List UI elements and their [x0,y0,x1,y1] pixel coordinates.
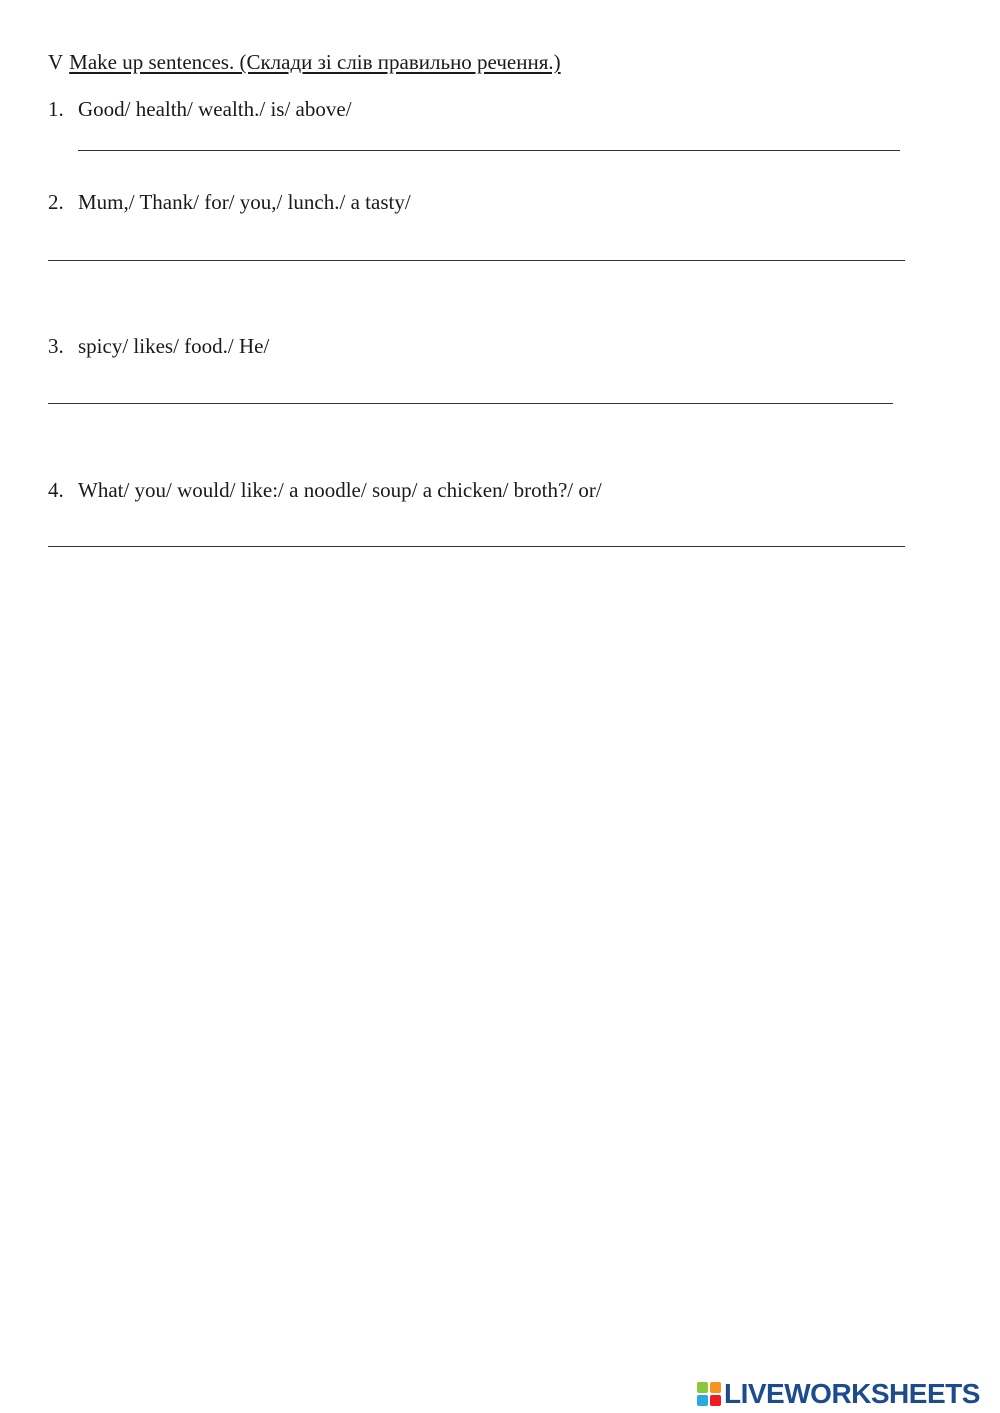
item-number: 3. [48,334,64,358]
item-number: 1. [48,97,64,121]
sentence-item-4 [48,476,602,504]
exercise-heading [48,48,561,76]
answer-line-2[interactable] [48,260,905,261]
sentence-item-1 [48,95,352,123]
answer-line-1[interactable] [78,150,900,151]
item-number: 4. [48,478,64,502]
answer-line-4[interactable] [48,546,905,547]
exercise-title: Make up sentences. (Склади зі слів правильно речення.) [69,50,561,74]
answer-line-3[interactable] [48,403,893,404]
item-number: 2. [48,190,64,214]
liveworksheets-logo-icon [697,1382,721,1406]
exercise-number: V [48,50,64,74]
sentence-item-2 [48,188,411,216]
item-words: Good/ health/ wealth./ is/ above/ [78,97,352,121]
item-words: Mum,/ Thank/ for/ you,/ lunch./ a tasty/ [78,190,411,214]
brand-name: LIVEWORKSHEETS [724,1378,980,1409]
item-words: spicy/ likes/ food./ He/ [78,334,270,358]
item-words: What/ you/ would/ like:/ a noodle/ soup/ a chicken/ broth?/ or/ [78,478,602,502]
sentence-item-3 [48,332,269,360]
liveworksheets-logo [697,1378,980,1410]
